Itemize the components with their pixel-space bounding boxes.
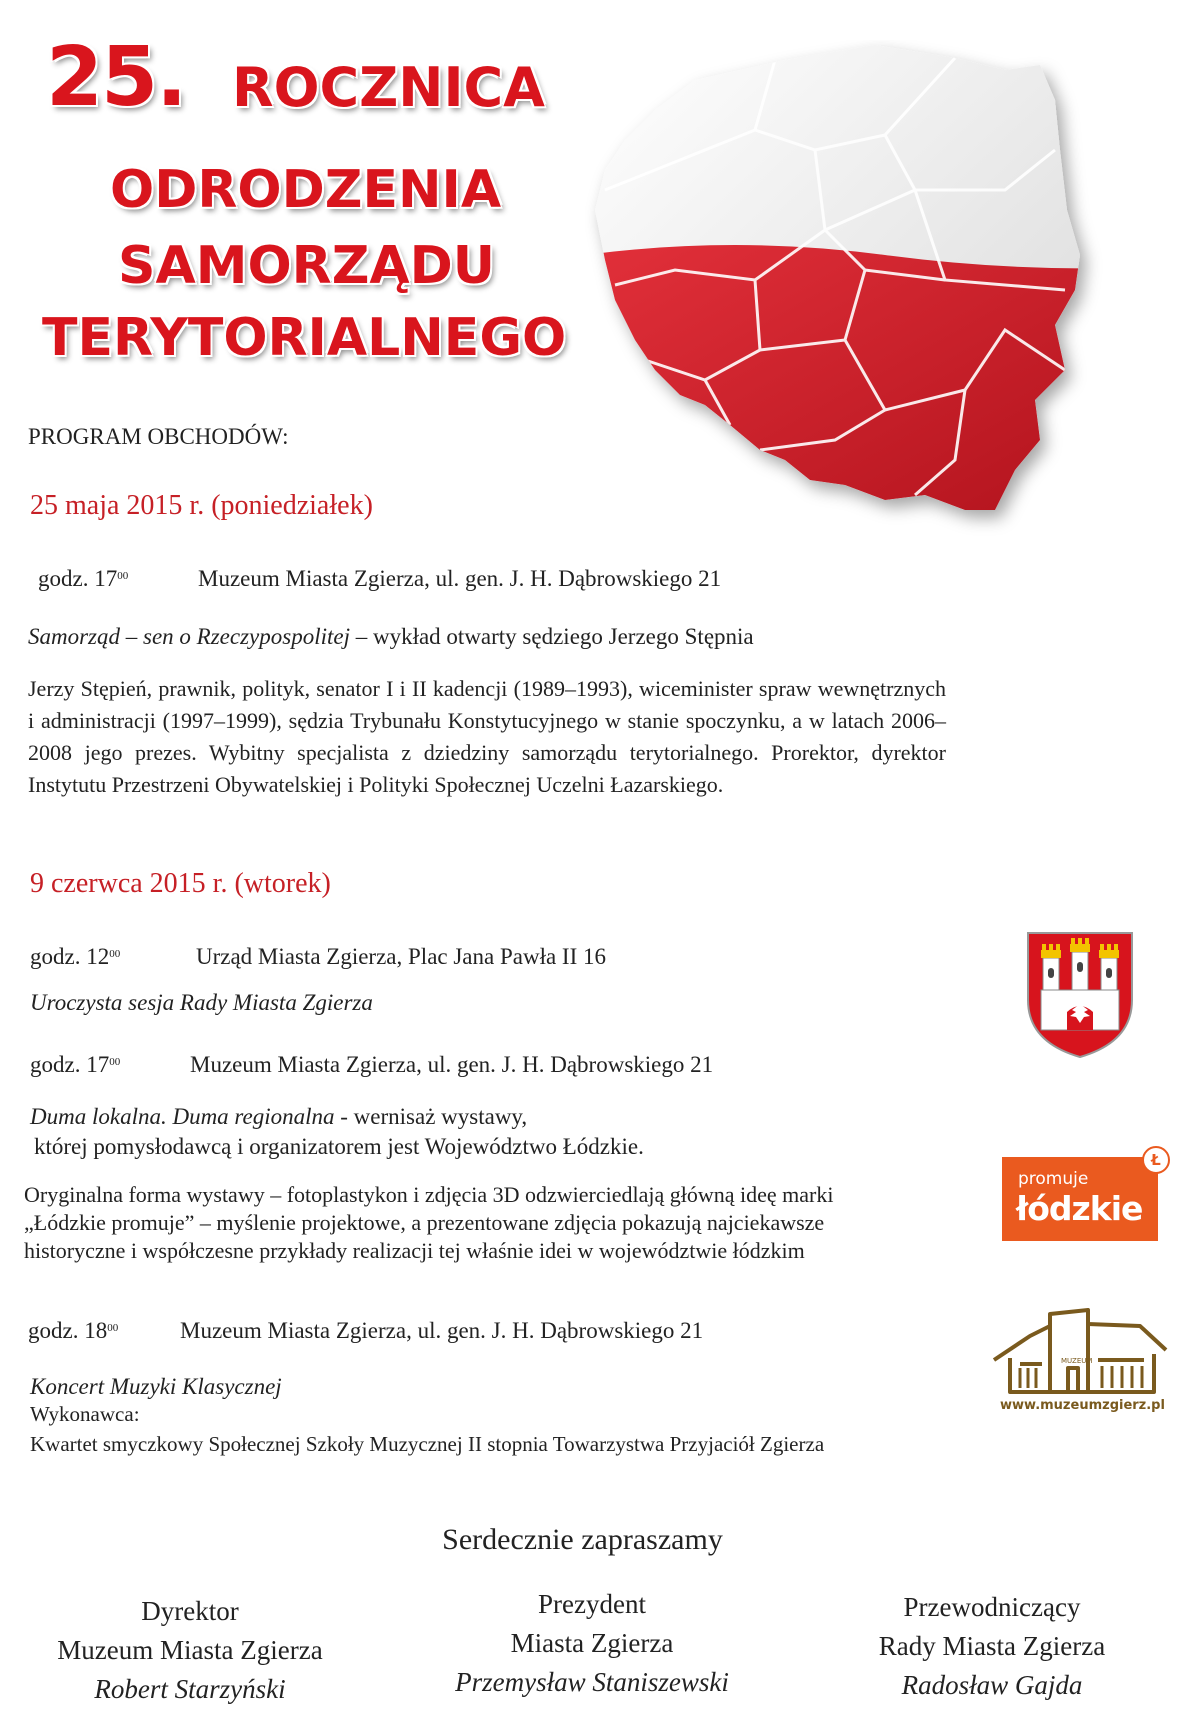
title-line-1: ROCZNICA bbox=[232, 56, 545, 119]
day1-event1-time: godz. $17^{00}$ bbox=[38, 566, 129, 591]
signature-role: Prezydent bbox=[538, 1589, 646, 1619]
museum-sign: MUZEUM bbox=[1061, 1357, 1093, 1365]
day2-event2-subtitle: której pomysłodawcą i organizatorem jest Województwo Łódzkie. bbox=[34, 1134, 644, 1159]
signature-name: Przemysław Staniszewski bbox=[455, 1667, 729, 1697]
logo-lodzkie-bottom: łódzkie bbox=[1016, 1189, 1143, 1228]
poland-map bbox=[585, 40, 1185, 580]
day2-event2-desc-3: historyczne i współczesne przykłady realizacji tej właśnie idei w województwie łódzkim bbox=[24, 1238, 805, 1263]
day1-date: 25 maja 2015 r. (poniedziałek) bbox=[30, 490, 373, 521]
program-title: PROGRAM OBCHODÓW: bbox=[28, 424, 289, 449]
day2-event2-desc-1: Oryginalna forma wystawy – fotoplastykon i zdjęcia 3D odzwierciedlają główną ideę marki bbox=[24, 1182, 834, 1207]
day2-event1-title: Uroczysta sesja Rady Miasta Zgierza bbox=[30, 990, 373, 1015]
lodzkie-badge-icon: Ł bbox=[1142, 1146, 1170, 1174]
signature-role: Dyrektor bbox=[141, 1596, 239, 1626]
signature-role: Przewodniczący bbox=[903, 1592, 1081, 1622]
day2-event1-time: godz. $12^{00}$ bbox=[30, 944, 121, 969]
day2-event3-title: Koncert Muzyki Klasycznej bbox=[30, 1374, 282, 1399]
day2-event2-title: Duma lokalna. Duma regionalna - wernisaż wystawy, bbox=[30, 1104, 528, 1129]
zgierz-coat-of-arms-icon bbox=[1025, 930, 1135, 1060]
signature-name: Radosław Gajda bbox=[901, 1670, 1083, 1700]
day2-date: 9 czerwca 2015 r. (wtorek) bbox=[30, 868, 331, 899]
signature-president bbox=[412, 1585, 772, 1702]
day2-event3-place: Muzeum Miasta Zgierza, ul. gen. J. H. Dąbrowskiego 21 bbox=[180, 1318, 704, 1343]
museum-url[interactable]: www.muzeumzgierz.pl bbox=[1000, 1398, 1165, 1413]
performer-label: Wykonawca: bbox=[30, 1402, 140, 1426]
invitation: Serdecznie zapraszamy bbox=[442, 1523, 723, 1556]
signature-institution: Rady Miasta Zgierza bbox=[878, 1631, 1106, 1661]
title-line-4: TERYTORIALNEGO bbox=[42, 308, 567, 368]
day2-event2-place: Muzeum Miasta Zgierza, ul. gen. J. H. Dąbrowskiego 21 bbox=[190, 1052, 714, 1077]
signature-name: Robert Starzyński bbox=[94, 1674, 286, 1704]
museum-building-logo bbox=[990, 1308, 1170, 1398]
signature-institution: Miasta Zgierza bbox=[510, 1628, 674, 1658]
signature-institution: Muzeum Miasta Zgierza bbox=[57, 1635, 323, 1665]
day2-event3-time: godz. $18^{00}$ bbox=[28, 1318, 119, 1343]
day1-event1-bio: Jerzy Stępień, prawnik, polityk, senator I i II kadencji (1989–1993), wiceminister spraw wewnętrznych i administracji (1997–1999), sędzia Trybunału Konstytucyjnego w stanie spoczynku, a w latach 2006–2008 jego prezes. Wybitny specjalista z dziedziny samorządu terytorialnego. Prorektor, dyrektor Instytutu Przestrzeni Obywatelskiej i Polityki Społecznej Uczelni Łazarskiego. bbox=[28, 676, 946, 797]
day2-event2-desc-2: „Łódzkie promuje” – myślenie projektowe, a prezentowane zdjęcia pokazują najciekawsze bbox=[24, 1210, 825, 1235]
promuje-lodzkie-logo bbox=[1002, 1157, 1158, 1241]
anniversary-number: 25. bbox=[46, 30, 186, 125]
logo-lodzkie-top: promuje bbox=[1018, 1169, 1089, 1189]
title-line-2: ODRODZENIA bbox=[110, 160, 502, 220]
title-line-3: SAMORZĄDU bbox=[118, 236, 496, 296]
day1-event1-place: Muzeum Miasta Zgierza, ul. gen. J. H. Dąbrowskiego 21 bbox=[198, 566, 722, 591]
signature-chairman bbox=[812, 1588, 1172, 1705]
performer-name: Kwartet smyczkowy Społecznej Szkoły Muzycznej II stopnia Towarzystwa Przyjaciół Zgierza bbox=[30, 1432, 825, 1456]
day2-event1-place: Urząd Miasta Zgierza, Plac Jana Pawła II 16 bbox=[196, 944, 607, 969]
day1-event1-title: Samorząd – sen o Rzeczypospolitej – wykład otwarty sędziego Jerzego Stępnia bbox=[28, 624, 754, 649]
signature-director bbox=[10, 1592, 370, 1709]
day2-event2-time: godz. $17^{00}$ bbox=[30, 1052, 121, 1077]
